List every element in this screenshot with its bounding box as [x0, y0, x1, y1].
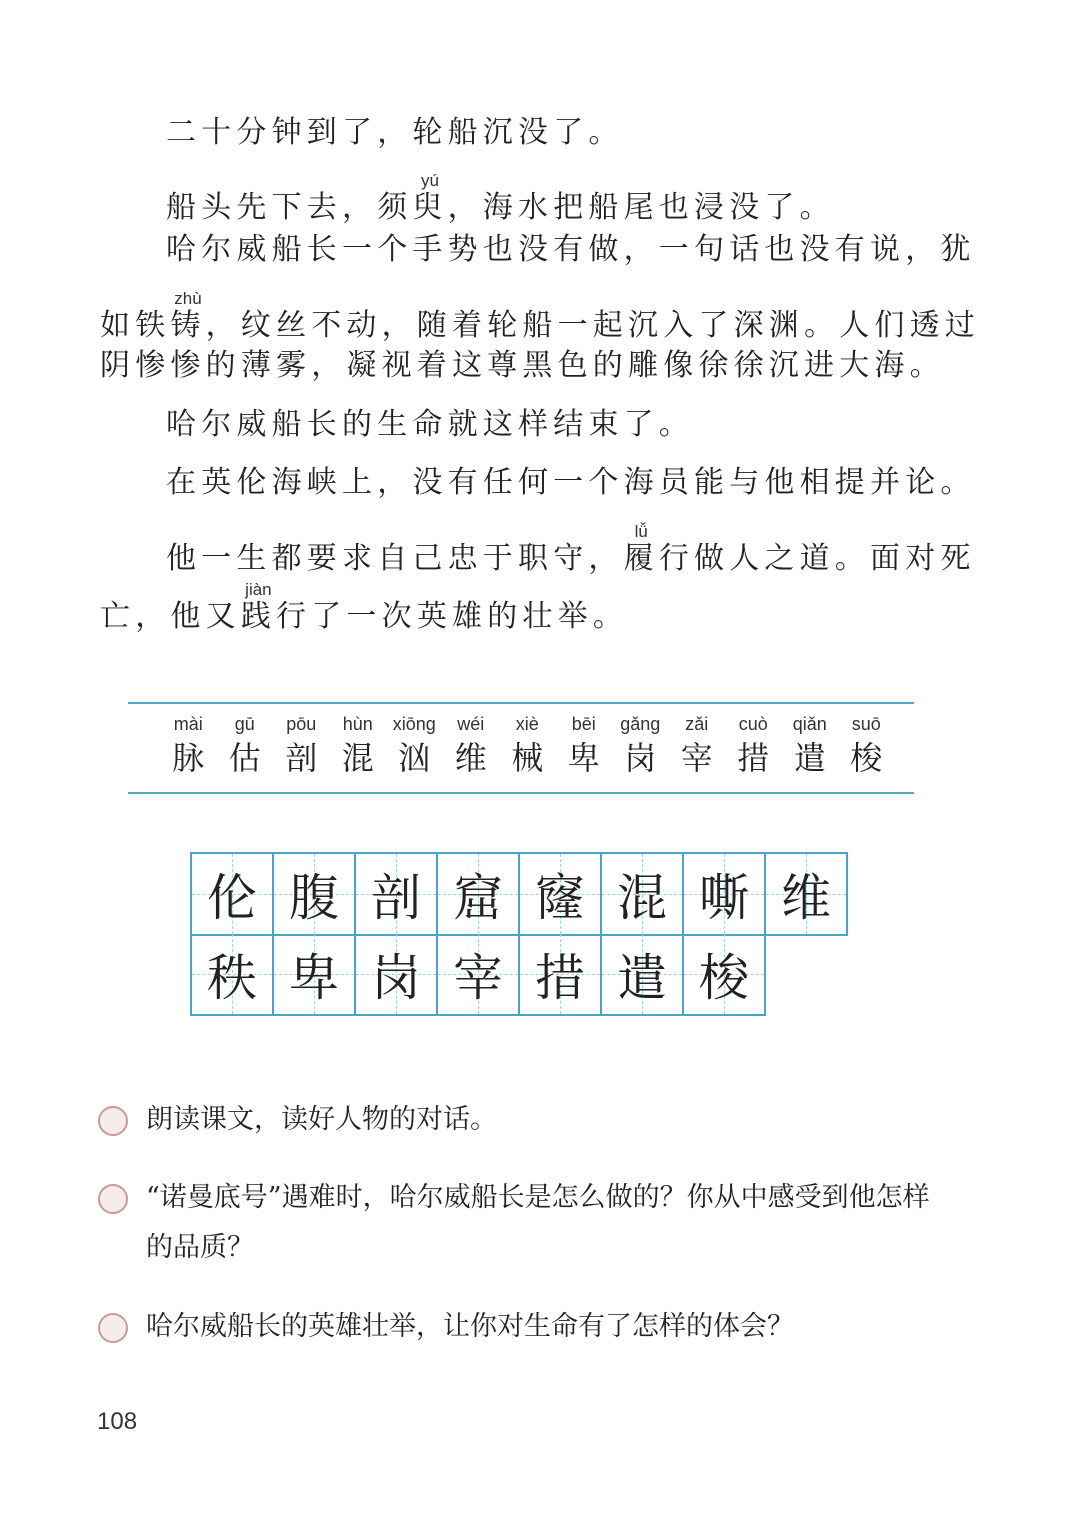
annotated-char: [623, 522, 659, 576]
divider-bottom: [128, 792, 914, 794]
text-line: [166, 465, 976, 501]
annotated-char: [170, 289, 206, 343]
char: 铸: [170, 308, 206, 343]
question-text: 哈尔威船长的英雄壮举，让你对生命有了怎样的体会？: [146, 1311, 794, 1342]
text-segment: 哈尔威船长的生命就这样结束了。: [166, 407, 694, 442]
question-bullet-icon: [98, 1106, 128, 1136]
text-segment: 他一生都要求自己忠于职守，: [166, 541, 624, 576]
pinyin: suō: [851, 714, 881, 734]
writing-cell: [274, 934, 356, 1014]
hanzi: 卑: [289, 949, 339, 1007]
recognize-char: [160, 714, 217, 778]
text-line: [166, 407, 694, 443]
hanzi: 遣: [793, 739, 826, 777]
hanzi: 嘶: [699, 869, 749, 927]
pinyin: zǎi: [685, 714, 709, 734]
text-line: [166, 232, 976, 268]
pinyin: gū: [234, 714, 255, 734]
recognize-characters: [160, 714, 895, 778]
pinyin: mài: [173, 714, 203, 734]
writing-cell: [356, 934, 438, 1014]
recognize-char: [273, 714, 330, 778]
hanzi: 脉: [172, 739, 205, 777]
hanzi: 腹: [289, 869, 339, 927]
text-segment: 亡，他又: [100, 599, 241, 634]
divider-top: [128, 702, 914, 704]
writing-cell: [274, 854, 356, 934]
pinyin: yú: [412, 171, 448, 190]
question-text: “诺曼底号”遇难时，哈尔威船长是怎么做的？你从中感受到他怎样的品质？: [146, 1182, 930, 1263]
text-line: [100, 581, 628, 635]
recognize-char: [669, 714, 726, 778]
annotated-char: [240, 580, 277, 634]
recognize-char: [499, 714, 556, 778]
writing-cell: [438, 934, 520, 1014]
writing-cell: [602, 854, 684, 934]
hanzi: 混: [617, 869, 667, 927]
writing-cell: [684, 934, 766, 1014]
hanzi: 遣: [617, 949, 667, 1007]
pinyin: xiè: [515, 714, 539, 734]
text-segment: 船头先下去，须: [166, 190, 413, 225]
question: [98, 1302, 794, 1352]
recognize-char: [386, 714, 443, 778]
writing-cell: [602, 934, 684, 1014]
char: 践: [240, 599, 277, 634]
pinyin: xiōng: [392, 714, 436, 734]
hanzi: 估: [228, 739, 261, 777]
hanzi: 秩: [207, 949, 257, 1007]
text-line: [166, 115, 624, 151]
hanzi: 措: [535, 949, 585, 1007]
hanzi: 剖: [371, 869, 421, 927]
page-number: 108: [97, 1408, 138, 1435]
pinyin: qiǎn: [792, 714, 827, 734]
annotated-char: [412, 171, 448, 225]
writing-cell: [356, 854, 438, 934]
writing-cell: [192, 934, 274, 1014]
writing-cell: [192, 854, 274, 934]
hanzi: 措: [737, 739, 770, 777]
text-line: [100, 290, 980, 344]
text-line: [166, 523, 976, 577]
recognize-char: [217, 714, 274, 778]
hanzi: 维: [454, 739, 487, 777]
pinyin: lǚ: [623, 522, 659, 541]
char: 履: [623, 541, 659, 576]
writing-cell: [766, 854, 848, 934]
recognize-char: [443, 714, 500, 778]
text-segment: 在英伦海峡上，没有任何一个海员能与他相提并论。: [166, 465, 976, 500]
writing-cell: [438, 854, 520, 934]
writing-grid-row-2: [190, 934, 766, 1016]
recognize-char: [556, 714, 613, 778]
pinyin: cuò: [738, 714, 768, 734]
text-segment: 行了一次英雄的壮举。: [276, 599, 629, 634]
hanzi: 窟: [453, 869, 503, 927]
hanzi: 维: [781, 869, 831, 927]
question: [98, 1173, 948, 1273]
hanzi: 梭: [699, 949, 749, 1007]
hanzi: 汹: [398, 739, 431, 777]
recognize-char: [612, 714, 669, 778]
pinyin: wéi: [457, 714, 485, 734]
hanzi: 卑: [567, 739, 600, 777]
hanzi: 岗: [624, 739, 657, 777]
pinyin: pōu: [286, 714, 317, 734]
recognize-char: [330, 714, 387, 778]
question-bullet-icon: [98, 1313, 128, 1343]
writing-grid-row-1: [190, 852, 848, 936]
text-line: [100, 348, 945, 384]
hanzi: 混: [341, 739, 374, 777]
text-line: [166, 172, 835, 226]
pinyin: jiàn: [240, 580, 276, 599]
text-segment: ，海水把船尾也浸没了。: [447, 190, 835, 225]
hanzi: 宰: [453, 949, 503, 1007]
question: [98, 1095, 497, 1145]
hanzi: 梭: [850, 739, 883, 777]
hanzi: 伦: [207, 869, 257, 927]
question-text: 朗读课文，读好人物的对话。: [146, 1104, 497, 1135]
pinyin: hùn: [342, 714, 373, 734]
question-bullet-icon: [98, 1184, 128, 1214]
pinyin: gǎng: [620, 714, 661, 734]
hanzi: 岗: [371, 949, 421, 1007]
hanzi: 械: [511, 739, 544, 777]
pinyin: zhù: [170, 289, 206, 308]
writing-cell: [684, 854, 766, 934]
text-segment: 阴惨惨的薄雾，凝视着这尊黑色的雕像徐徐沉进大海。: [100, 348, 945, 383]
text-segment: 如铁: [100, 308, 171, 343]
hanzi: 窿: [535, 869, 585, 927]
hanzi: 宰: [680, 739, 713, 777]
text-segment: 行做人之道。面对死: [658, 541, 976, 576]
text-segment: ，纹丝不动，随着轮船一起沉入了深渊。人们透过: [205, 308, 981, 343]
hanzi: 剖: [285, 739, 318, 777]
text-segment: 二十分钟到了，轮船沉没了。: [166, 115, 624, 150]
recognize-char: [725, 714, 782, 778]
recognize-char: [782, 714, 839, 778]
pinyin: bēi: [571, 714, 596, 734]
writing-cell: [520, 854, 602, 934]
recognize-char: [838, 714, 895, 778]
writing-cell: [520, 934, 602, 1014]
char: 臾: [412, 190, 448, 225]
text-segment: 哈尔威船长一个手势也没有做，一句话也没有说，犹: [166, 232, 976, 267]
